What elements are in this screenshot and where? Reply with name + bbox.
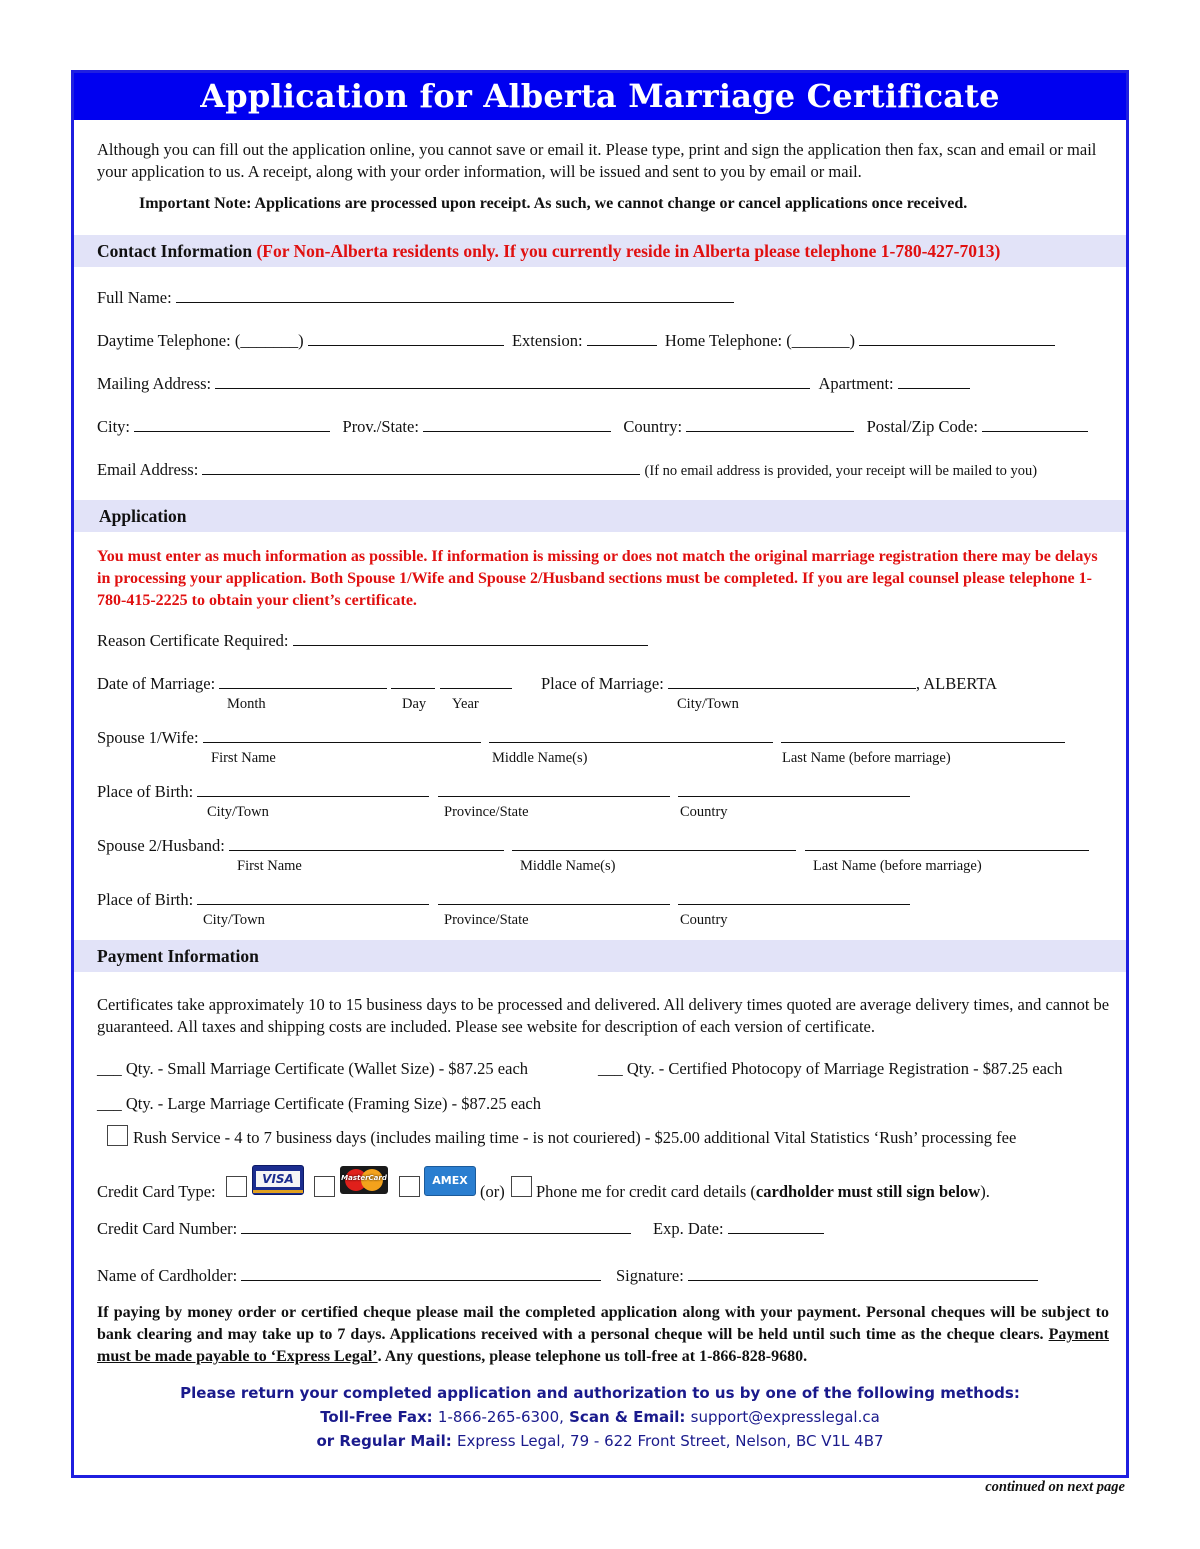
amex-card-icon bbox=[424, 1166, 476, 1196]
amex-checkbox[interactable] bbox=[399, 1176, 420, 1197]
home-phone-field[interactable] bbox=[859, 331, 1055, 346]
country-label: Country: bbox=[623, 417, 683, 436]
card-type-label: Credit Card Type: bbox=[97, 1182, 216, 1201]
exp-date-field[interactable] bbox=[728, 1219, 824, 1234]
payment-section-header bbox=[74, 940, 1126, 972]
spouse1-birth-country-caption: Country bbox=[680, 804, 728, 820]
signature-field[interactable] bbox=[688, 1266, 1038, 1281]
fax-number: 1-866-265-6300, bbox=[437, 1408, 564, 1426]
spouse1-birth-province-field[interactable] bbox=[438, 782, 670, 797]
home-phone-label: Home Telephone: (_______) bbox=[664, 331, 855, 350]
marriage-month-field[interactable] bbox=[219, 674, 387, 689]
spouse2-birth-country-caption: Country bbox=[680, 912, 728, 928]
extension-label: Extension: bbox=[511, 331, 583, 350]
place-of-marriage-row bbox=[541, 674, 997, 694]
spouse1-birth-country-field[interactable] bbox=[678, 782, 910, 797]
visa-label: VISA bbox=[256, 1171, 300, 1187]
contact-heading-note: (For Non-Alberta residents only. If you currently reside in Alberta please telephone 1-780-427-7013) bbox=[256, 241, 1001, 261]
spouse1-birth-city-caption: City/Town bbox=[207, 804, 269, 820]
reason-label: Reason Certificate Required: bbox=[97, 631, 289, 650]
spouse2-birth-label: Place of Birth: bbox=[97, 890, 194, 909]
mastercard-checkbox[interactable] bbox=[314, 1176, 335, 1197]
card-number-label: Credit Card Number: bbox=[97, 1219, 238, 1238]
payment-intro: Certificates take approximately 10 to 15 business days to be processed and delivered. All delivery times quoted are average delivery times, and cannot be guaranteed. All taxes and shipping costs are included. Please see website for description of each version of certificate. bbox=[97, 995, 1110, 1036]
payable-note: Payment must be made payable to ‘Express Legal’ bbox=[97, 1326, 1109, 1365]
alberta-label: , ALBERTA bbox=[915, 674, 998, 693]
mailing-address-field[interactable] bbox=[215, 374, 810, 389]
signature-label: Signature: bbox=[616, 1266, 684, 1285]
spouse2-last-caption: Last Name (before marriage) bbox=[813, 858, 982, 874]
place-of-marriage-label: Place of Marriage: bbox=[541, 674, 664, 693]
full-name-label: Full Name: bbox=[97, 288, 172, 307]
spouse2-row bbox=[97, 836, 1089, 856]
day-caption: Day bbox=[402, 696, 427, 712]
visa-checkbox[interactable] bbox=[226, 1176, 247, 1197]
reason-row bbox=[97, 631, 648, 651]
mailing-address-label: Mailing Address: bbox=[97, 374, 212, 393]
spouse2-middle-caption: Middle Name(s) bbox=[520, 858, 616, 874]
daytime-phone-field[interactable] bbox=[308, 331, 504, 346]
page-title: Application for Alberta Marriage Certificate bbox=[74, 73, 1126, 120]
city-field[interactable] bbox=[134, 417, 330, 432]
cardholder-row bbox=[97, 1266, 601, 1286]
spouse1-first-caption: First Name bbox=[211, 750, 276, 766]
qty-photocopy-option[interactable]: ___ Qty. - Certified Photocopy of Marriage Registration - $87.25 each bbox=[598, 1059, 1063, 1078]
address-row bbox=[97, 374, 970, 394]
spouse2-first-caption: First Name bbox=[237, 858, 302, 874]
card-number-row bbox=[97, 1219, 631, 1239]
spouse1-birth-province-caption: Province/State bbox=[444, 804, 529, 820]
marriage-city-caption: City/Town bbox=[677, 696, 739, 712]
rush-label: Rush Service - 4 to 7 business days (includes mailing time - is not couriered) - $25.00 additional Vital Statistics ‘Rush’ processing fee bbox=[133, 1128, 1017, 1147]
contact-section-header bbox=[74, 235, 1126, 267]
spouse1-middle-caption: Middle Name(s) bbox=[492, 750, 588, 766]
spouse2-birth-province-caption: Province/State bbox=[444, 912, 529, 928]
prov-state-label: Prov./State: bbox=[342, 417, 419, 436]
country-field[interactable] bbox=[686, 417, 854, 432]
spouse1-last-name-field[interactable] bbox=[781, 728, 1065, 743]
extension-field[interactable] bbox=[587, 331, 657, 346]
phone-row bbox=[97, 331, 1055, 351]
apartment-label: Apartment: bbox=[818, 374, 894, 393]
cheque-note: If paying by money order or certified cheque please mail the completed application along with your payment. Personal cheques will be subject to bank clearing and may take up to 7 days. Applications received with a personal cheque will be held until such time as the cheque clears. Payment must be made payable to ‘Express Legal’. Any questions, please telephone us toll-free at 1-866-828-9680. bbox=[97, 1304, 1109, 1365]
full-name-row bbox=[97, 288, 734, 308]
exp-date-label: Exp. Date: bbox=[653, 1219, 724, 1238]
marriage-day-field[interactable] bbox=[391, 674, 435, 689]
mail-address: Express Legal, 79 - 622 Front Street, Nelson, BC V1L 4B7 bbox=[456, 1432, 884, 1450]
apartment-field[interactable] bbox=[898, 374, 970, 389]
prov-state-field[interactable] bbox=[423, 417, 611, 432]
rush-checkbox[interactable] bbox=[107, 1125, 128, 1146]
phone-me-text: Phone me for credit card details (cardholder must still sign below). bbox=[536, 1182, 990, 1201]
spouse1-middle-name-field[interactable] bbox=[489, 728, 773, 743]
intro-text: Although you can fill out the application online, you cannot save or email it. Please type, print and sign the application then fax, scan and email or mail your application to us. A receipt, along with your order information, will be issued and sent to you by email or mail. bbox=[97, 140, 1097, 181]
or-label: (or) bbox=[480, 1182, 505, 1201]
email-note: (If no email address is provided, your receipt will be mailed to you) bbox=[644, 463, 1038, 479]
payment-heading: Payment Information bbox=[97, 946, 259, 966]
year-caption: Year bbox=[452, 696, 479, 712]
mail-line: or Regular Mail: Express Legal, 79 - 622 Front Street, Nelson, BC V1L 4B7 bbox=[316, 1432, 884, 1450]
spouse1-birth-city-field[interactable] bbox=[197, 782, 429, 797]
return-instructions: Please return your completed application and authorization to us by one of the following methods: bbox=[180, 1384, 1020, 1402]
spouse2-last-name-field[interactable] bbox=[805, 836, 1089, 851]
spouse1-last-caption: Last Name (before marriage) bbox=[782, 750, 951, 766]
city-label: City: bbox=[97, 417, 131, 436]
spouse1-birth-row bbox=[97, 782, 910, 802]
daytime-phone-label: Daytime Telephone: (_______) bbox=[97, 331, 304, 350]
contact-heading: Contact Information bbox=[97, 241, 253, 261]
spouse1-birth-label: Place of Birth: bbox=[97, 782, 194, 801]
postal-code-label: Postal/Zip Code: bbox=[866, 417, 978, 436]
city-row bbox=[97, 417, 1088, 437]
spouse2-birth-city-field[interactable] bbox=[197, 890, 429, 905]
mastercard-icon bbox=[340, 1166, 388, 1194]
application-warning: You must enter as much information as possible. If information is missing or does not match the original marriage registration there may be delays in processing your application. Both Spouse 1/Wife and Spouse 2/Husband sections must be completed. If you are legal counsel please telephone 1-780-415-2225 to obtain your client’s certificate. bbox=[97, 548, 1098, 609]
spouse2-birth-province-field[interactable] bbox=[438, 890, 670, 905]
visa-card-icon bbox=[252, 1165, 304, 1195]
spouse1-label: Spouse 1/Wife: bbox=[97, 728, 199, 747]
signature-row bbox=[616, 1266, 1038, 1286]
spouse2-first-name-field[interactable] bbox=[229, 836, 504, 851]
spouse2-middle-name-field[interactable] bbox=[512, 836, 796, 851]
cardholder-label: Name of Cardholder: bbox=[97, 1266, 238, 1285]
amex-label: AMEX bbox=[432, 1174, 468, 1187]
spouse2-birth-row bbox=[97, 890, 910, 910]
marriage-year-field[interactable] bbox=[440, 674, 512, 689]
email-row bbox=[97, 460, 1037, 480]
spouse2-birth-city-caption: City/Town bbox=[203, 912, 265, 928]
form-frame bbox=[71, 70, 1129, 1478]
application-heading: Application bbox=[99, 506, 187, 526]
qty-small-option[interactable]: ___ Qty. - Small Marriage Certificate (Wallet Size) - $87.25 each bbox=[97, 1059, 529, 1078]
spouse2-birth-country-field[interactable] bbox=[678, 890, 910, 905]
email-field[interactable] bbox=[202, 460, 640, 475]
spouse1-first-name-field[interactable] bbox=[203, 728, 481, 743]
place-of-marriage-field[interactable] bbox=[668, 674, 916, 689]
date-of-marriage-label: Date of Marriage: bbox=[97, 674, 216, 693]
cardholder-field[interactable] bbox=[241, 1266, 601, 1281]
phone-me-checkbox[interactable] bbox=[511, 1176, 532, 1197]
spouse2-label: Spouse 2/Husband: bbox=[97, 836, 225, 855]
postal-code-field[interactable] bbox=[982, 417, 1088, 432]
email-label: Email Address: bbox=[97, 460, 199, 479]
mastercard-label: MasterCard bbox=[341, 1174, 387, 1182]
marriage-date-row bbox=[97, 674, 512, 694]
qty-large-option[interactable]: ___ Qty. - Large Marriage Certificate (Framing Size) - $87.25 each bbox=[97, 1094, 541, 1113]
important-note: Important Note: Applications are processed upon receipt. As such, we cannot change or cancel applications once received. bbox=[139, 195, 968, 212]
application-section-header bbox=[74, 500, 1126, 532]
reason-field[interactable] bbox=[293, 631, 648, 646]
spouse1-row bbox=[97, 728, 1065, 748]
full-name-field[interactable] bbox=[176, 288, 734, 303]
exp-date-row bbox=[653, 1219, 824, 1239]
continued-note: continued on next page bbox=[985, 1479, 1125, 1495]
month-caption: Month bbox=[227, 696, 266, 712]
support-email-link[interactable]: support@expresslegal.ca bbox=[690, 1408, 880, 1426]
card-number-field[interactable] bbox=[241, 1219, 631, 1234]
fax-scan-line: Toll-Free Fax: 1-866-265-6300, Scan & Email: support@expresslegal.ca bbox=[320, 1408, 880, 1426]
